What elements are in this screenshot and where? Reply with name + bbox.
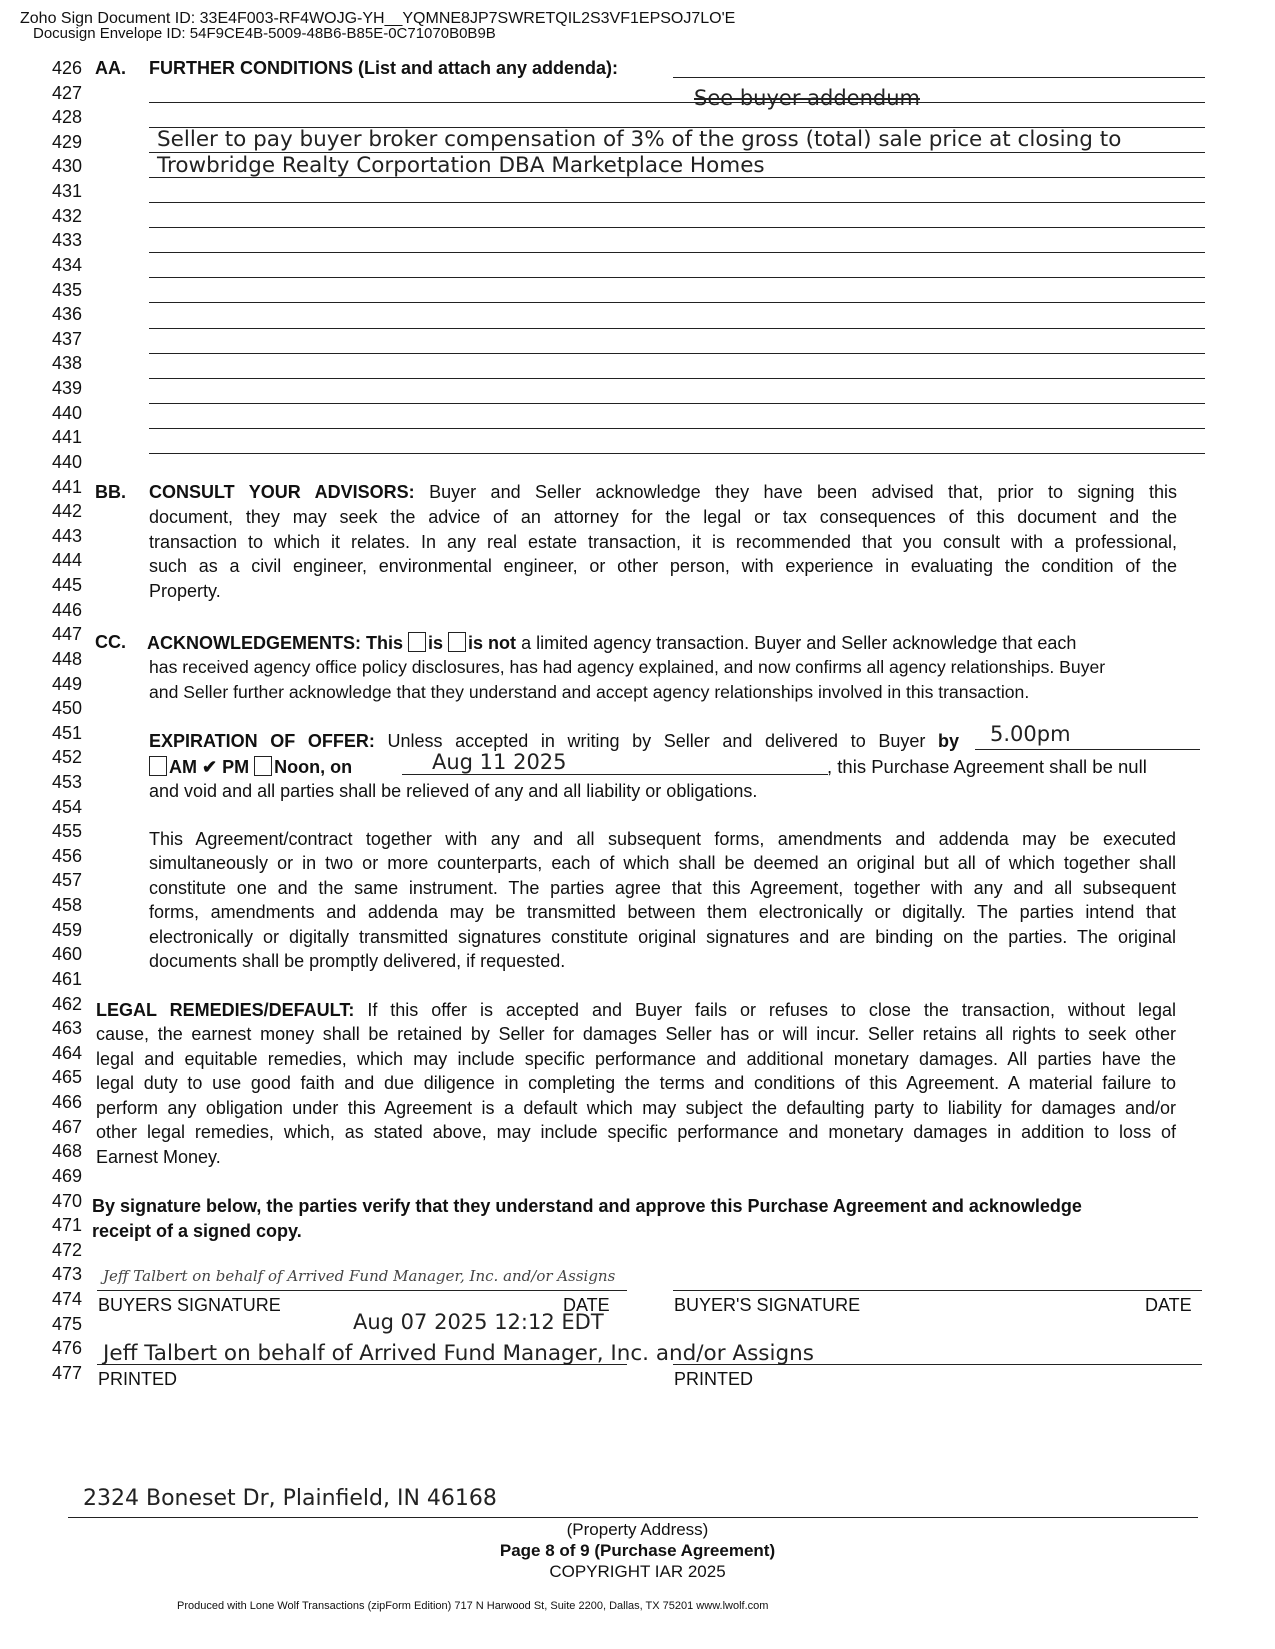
expiration-line-1 [149,731,959,752]
line-number: 470 [51,1190,82,1211]
date-label: DATE [563,1295,610,1315]
line-number: 461 [51,968,82,989]
line-number: 459 [51,919,82,940]
pm-label: PM [222,757,250,777]
line-number: 441 [51,427,82,448]
line-number: 445 [51,575,82,596]
section-aa-letter: AA. [95,58,126,78]
line-number: 477 [51,1362,82,1383]
line-number: 464 [51,1042,82,1063]
section-cc-line-2: has received agency office policy disclosures, has had agency explained, and now confirms all agency relationships. Buyer [149,657,1106,677]
section-aa-title: FURTHER CONDITIONS (List and attach any addenda): [149,58,619,78]
legal-remedies-line-4: legal duty to use good faith and due diligence in completing the terms and conditions of this Agreement. A material failure to [96,1073,1176,1093]
date-field-line [402,774,828,775]
is-not-checkbox[interactable] [448,632,466,652]
condition-line [149,302,1205,303]
expiration-text: Unless accepted in writing by Seller and delivered to Buyer [387,731,926,751]
pm-checkmark[interactable]: ✔ [202,757,218,777]
counterparts-line-5: electronically or digitally transmitted signatures constitute original signatures and are binding on the parties. The original [149,927,1176,947]
printed-name: Jeff Talbert on behalf of Arrived Fund Manager, Inc. and/or Assigns [103,1341,814,1366]
line-number: 436 [51,304,82,325]
line-number: 456 [51,845,82,866]
line-number: 449 [51,673,82,694]
line-number: 433 [51,230,82,251]
condition-line [149,403,1205,404]
line-number: 441 [51,476,82,497]
counterparts-line-4: forms, amendments and addenda may be transmitted between them electronically or digitally. The parties intend that [149,902,1176,922]
line-number: 453 [51,771,82,792]
section-cc-line-1 [147,632,1076,654]
line-number: 430 [51,156,82,177]
line-number: 439 [51,378,82,399]
line-number: 432 [51,205,82,226]
line-number: 467 [51,1116,82,1137]
line-number: 426 [51,58,82,78]
noon-label: Noon, on [274,757,353,777]
property-address-line [68,1517,1198,1518]
section-bb-text: Buyer and Seller acknowledge they have been advised that, prior to signing this [429,482,1177,502]
expiration-date[interactable]: Aug 11 2025 [432,750,567,774]
buyers-signature-label: BUYERS SIGNATURE [98,1295,281,1315]
is-checkbox[interactable] [408,632,426,652]
line-number: 473 [51,1264,82,1285]
line-number: 440 [51,402,82,423]
condition-text-1: Seller to pay buyer broker compensation of 3% of the gross (total) sale price at closing to [157,127,1122,152]
condition-text-2: Trowbridge Realty Corportation DBA Marketplace Homes [157,153,765,178]
line-number: 466 [51,1092,82,1113]
line-number: 443 [51,525,82,546]
line-number: 476 [51,1338,82,1359]
line-number: 462 [51,993,82,1014]
printed-label: PRINTED [98,1369,178,1389]
zoho-document-id: Zoho Sign Document ID: 33E4F003-RF4WOJG-YH__YQMNE8JP7SWRETQIL2S3VF1EPSOJ7LO'E [20,10,736,27]
expiration-text-3: and void and all parties shall be relieved of any and all liability or obligations. [149,781,758,801]
printed2-line [673,1364,1202,1365]
section-cc-title: ACKNOWLEDGEMENTS: This [147,633,403,653]
counterparts-line-3: constitute one and the same instrument. The parties agree that this Agreement, together with any and all subsequent [149,878,1176,898]
condition-line [149,227,1205,228]
produced-by: Produced with Lone Wolf Transactions (zipForm Edition) 717 N Harwood St, Suite 2200, Dallas, TX 75201 www.lwolf.com [177,1600,769,1612]
line-number: 451 [51,722,82,743]
section-bb-line-1 [149,482,1177,503]
line-number: 434 [51,254,82,275]
line-number: 447 [51,624,82,645]
condition-line [673,77,1205,78]
line-number: 472 [51,1239,82,1260]
time-field-line [975,749,1200,750]
property-label: (Property Address) [566,1520,709,1539]
line-number: 442 [51,501,82,522]
is-not-label: is not [468,633,517,653]
line-number: 474 [51,1289,82,1309]
condition-line [149,177,1205,178]
property-address: 2324 Boneset Dr, Plainfield, IN 46168 [83,1486,497,1511]
counterparts-line-6: documents shall be promptly delivered, if requested. [149,951,566,971]
legal-remedies-line-1 [96,1000,1176,1021]
line-number: 452 [51,747,82,768]
line-number: 458 [51,895,82,916]
line-number: 468 [51,1141,82,1162]
buyer2-signature-line [673,1290,1202,1291]
legal-remedies-line-7: Earnest Money. [96,1147,221,1167]
condition-line [149,202,1205,203]
condition-line [149,328,1205,329]
counterparts-line-1: This Agreement/contract together with any and all subsequent forms, amendments and addenda may be executed [149,829,1176,849]
line-number: 463 [51,1018,82,1039]
section-bb-line-4: such as a civil engineer, environmental engineer, or other person, with experience in evaluating the condition of the [149,556,1177,576]
handwritten-signature: Jeff Talbert on behalf of Arrived Fund Manager, Inc. and/or Assigns [103,1267,616,1285]
expiration-time[interactable]: 5.00pm [990,722,1071,746]
signature-statement-2: receipt of a signed copy. [92,1221,302,1241]
line-number: 435 [51,279,82,300]
is-label: is [428,633,444,653]
by-label: by [937,731,959,751]
printed-line [97,1364,627,1365]
section-bb-line-3: transaction to which it relates. In any real estate transaction, it is recommended that you consult with a professional, [149,532,1177,552]
condition-line [149,277,1205,278]
line-number: 428 [51,107,82,128]
section-cc-line-3: and Seller further acknowledge that they understand and accept agency relationships involved in this transaction. [149,682,1030,702]
page-number: Page 8 of 9 (Purchase Agreement) [499,1541,776,1560]
condition-line [149,102,1205,103]
printed2-label: PRINTED [674,1369,754,1389]
signature-statement-1: By signature below, the parties verify that they understand and approve this Purchase Agreement and acknowledge [92,1196,1082,1216]
line-number: 475 [51,1313,82,1334]
line-number: 460 [51,944,82,965]
legal-remedies-line-5: perform any obligation under this Agreement is a default which may subject the defaulting party to liability for damages and/or [96,1098,1176,1118]
see-buyer-addendum: See buyer addendum [694,86,920,110]
line-number: 448 [51,648,82,669]
legal-remedies-title: LEGAL REMEDIES/DEFAULT: [96,1000,355,1020]
signed-datetime: Aug 07 2025 12:12 EDT [353,1310,604,1334]
legal-remedies-line-2: cause, the earnest money shall be retained by Seller for damages Seller has or will incur. Seller retains all rights to seek other [96,1024,1176,1044]
line-number: 431 [51,181,82,202]
line-number: 427 [51,82,82,103]
docusign-envelope-id: Docusign Envelope ID: 54F9CE4B-5009-48B6-B85E-0C71070B0B9B [33,25,496,42]
date2-label: DATE [1145,1295,1192,1315]
condition-line [149,252,1205,253]
section-cc-text: a limited agency transaction. Buyer and Seller acknowledge that each [521,633,1077,653]
noon-checkbox[interactable] [254,756,272,776]
condition-line [149,428,1205,429]
line-number: 465 [51,1067,82,1088]
buyer-signature-line [97,1290,627,1291]
expiration-line-2 [149,756,352,778]
section-bb-letter: BB. [95,482,126,502]
line-number: 429 [51,131,82,152]
legal-remedies-line-3: legal and equitable remedies, which may include specific performance and additional monetary damages. All parties have the [96,1049,1176,1069]
am-checkbox[interactable] [149,756,167,776]
condition-line [149,353,1205,354]
condition-line [149,453,1205,454]
legal-remedies-text: If this offer is accepted and Buyer fails or refuses to close the transaction, without legal [367,1000,1176,1020]
legal-remedies-line-6: other legal remedies, which, as stated above, may include specific performance and monetary damages in addition to loss of [96,1122,1176,1142]
am-label: AM [169,757,197,777]
section-bb-title: CONSULT YOUR ADVISORS: [149,482,415,502]
counterparts-line-2: simultaneously or in two or more counterparts, each of which shall be deemed an original but all of which together shall [149,853,1176,873]
line-number: 438 [51,353,82,374]
expiration-text-2: , this Purchase Agreement shall be null [827,756,1147,777]
line-number: 469 [51,1165,82,1186]
line-number: 446 [51,599,82,620]
line-number: 454 [51,796,82,817]
line-number: 471 [51,1215,82,1236]
line-number: 450 [51,698,82,719]
section-bb-line-2: document, they may seek the advice of an attorney for the legal or tax consequences of this document and the [149,507,1177,527]
condition-line [149,378,1205,379]
section-cc-letter: CC. [95,632,126,652]
line-number: 444 [51,550,82,571]
expiration-title: EXPIRATION OF OFFER: [149,731,375,751]
line-number: 440 [51,451,82,472]
copyright: COPYRIGHT IAR 2025 [549,1562,726,1581]
line-number: 457 [51,870,82,891]
buyer2-signature-label: BUYER'S SIGNATURE [674,1295,861,1315]
section-bb-line-5: Property. [149,581,221,601]
line-number: 455 [51,821,82,842]
line-number: 437 [51,328,82,349]
